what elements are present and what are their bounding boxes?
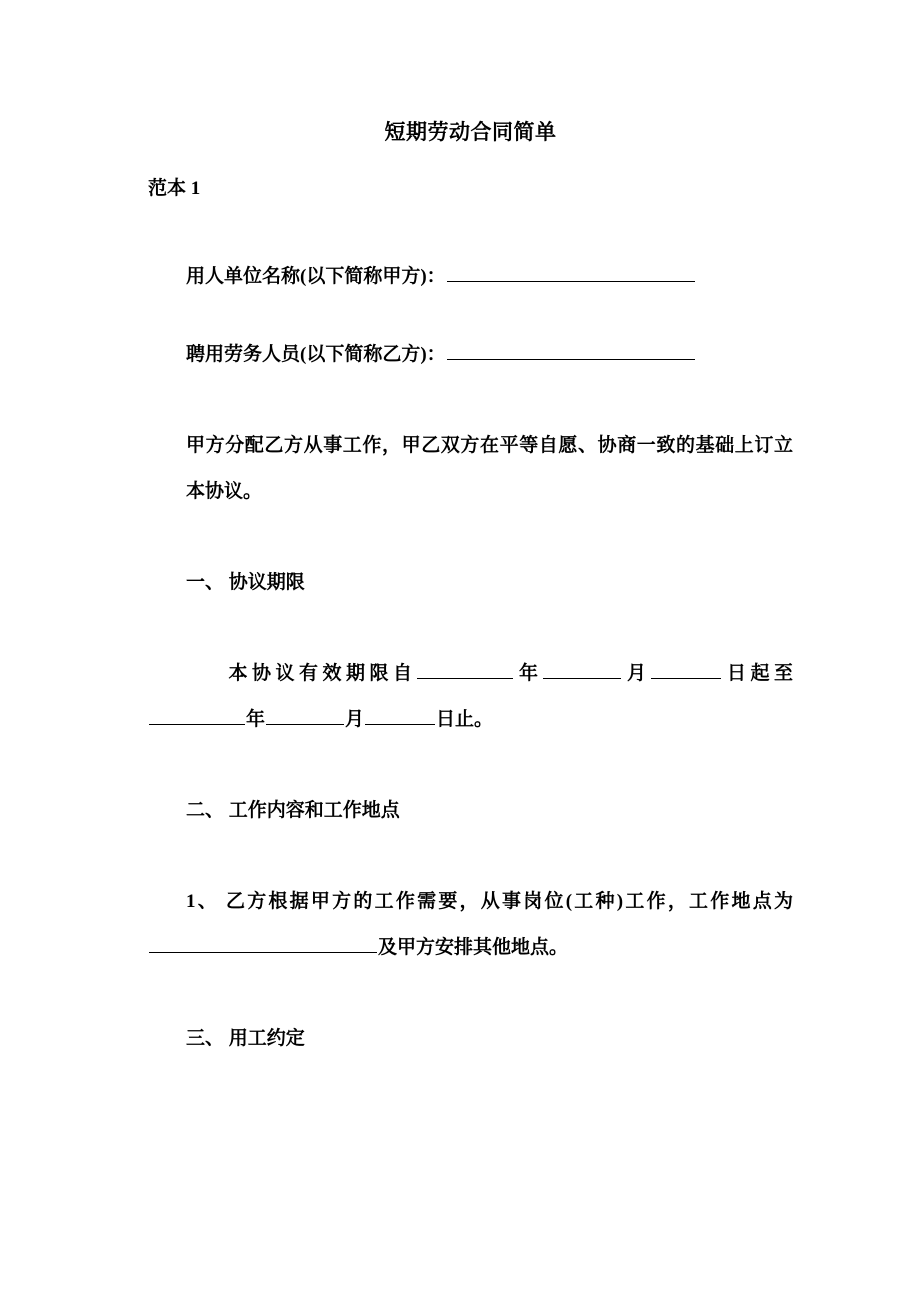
section-heading-2: 二、 工作内容和工作地点 xyxy=(186,800,400,822)
start-month-unit: 月 xyxy=(622,663,651,685)
document-body xyxy=(148,0,793,1059)
agreement-term-paragraph xyxy=(148,651,793,743)
section-heading-1: 一、 协议期限 xyxy=(186,572,305,594)
sample-label: 范本 1 xyxy=(148,178,201,200)
employer-name-blank[interactable] xyxy=(447,264,695,282)
work-content-item-1-suffix: 及甲方安排其他地点。 xyxy=(378,937,569,959)
section-heading-3: 三、 用工约定 xyxy=(186,1028,305,1050)
start-day-unit: 日起至 xyxy=(722,663,793,685)
end-month-blank[interactable] xyxy=(266,707,344,725)
agreement-term-prefix: 本协议有效期限自 xyxy=(224,663,417,685)
start-year-unit: 年 xyxy=(514,663,543,685)
spacer xyxy=(148,515,793,563)
spacer xyxy=(148,743,793,791)
spacer xyxy=(148,297,793,335)
spacer xyxy=(148,603,793,651)
end-year-blank[interactable] xyxy=(149,707,245,725)
preamble-paragraph: 甲方分配乙方从事工作，甲乙双方在平等自愿、协商一致的基础上订立本协议。 xyxy=(186,435,793,503)
spacer xyxy=(148,971,793,1019)
employee-name-line xyxy=(148,335,793,375)
end-day-blank[interactable] xyxy=(365,707,435,725)
start-day-blank[interactable] xyxy=(651,661,721,679)
end-year-unit: 年 xyxy=(246,709,266,731)
work-location-blank[interactable] xyxy=(149,935,377,953)
employee-name-label: 聘用劳务人员(以下简称乙方)： xyxy=(186,344,446,366)
start-year-blank[interactable] xyxy=(417,661,513,679)
end-day-unit: 日止。 xyxy=(436,709,494,731)
page-title: 短期劳动合同简单 xyxy=(384,120,557,144)
employee-name-blank[interactable] xyxy=(447,342,695,360)
employer-name-line xyxy=(148,257,793,297)
spacer xyxy=(148,147,793,169)
employer-name-label: 用人单位名称(以下简称甲方)： xyxy=(186,266,446,288)
start-month-blank[interactable] xyxy=(543,661,621,679)
spacer xyxy=(148,209,793,257)
work-content-item-1 xyxy=(148,879,793,971)
end-month-unit: 月 xyxy=(345,709,365,731)
spacer xyxy=(148,831,793,879)
work-content-item-1-prefix: 1、 乙方根据甲方的工作需要，从事岗位(工种)工作，工作地点为 xyxy=(186,891,793,913)
spacer xyxy=(148,375,793,423)
